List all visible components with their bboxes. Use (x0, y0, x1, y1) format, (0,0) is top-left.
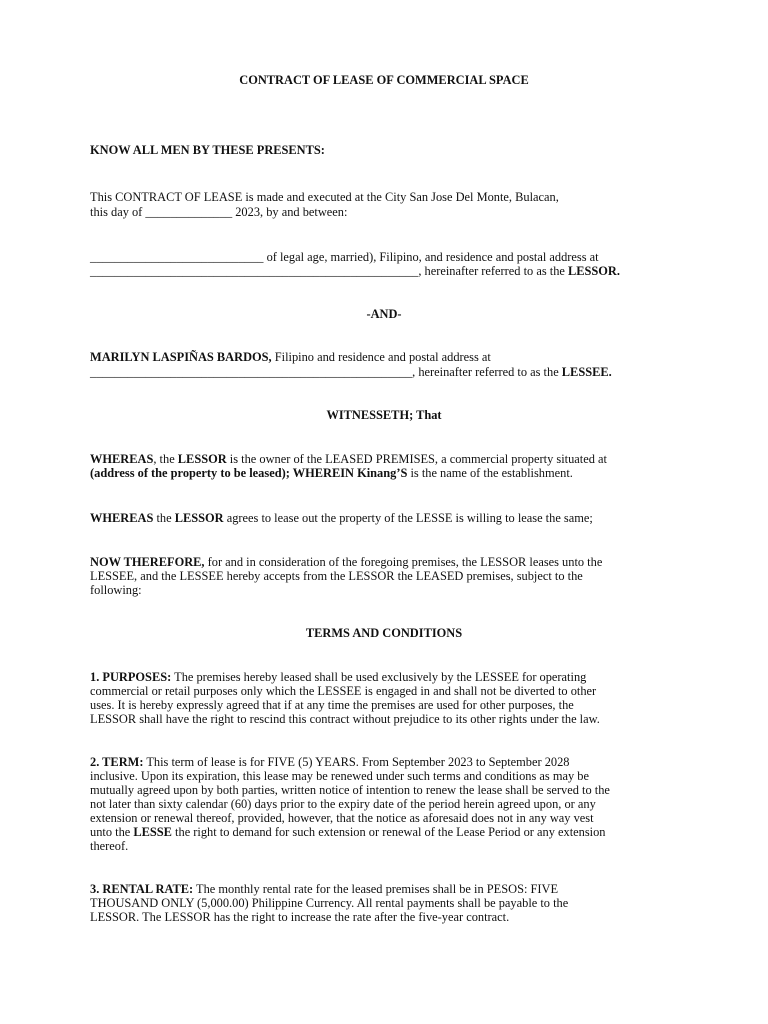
intro-line-2: this day of ______________ 2023, by and between: (90, 205, 348, 219)
term-1-line-1: 1. PURPOSES: The premises hereby leased shall be used exclusively by the LESSEE for operating (90, 670, 587, 684)
know-all-heading: KNOW ALL MEN BY THESE PRESENTS: (90, 143, 325, 157)
lessor-line-2: _____________________________________________________, hereinafter referred to as the LESSOR. (90, 264, 620, 278)
lessor-line-1: ____________________________ of legal age, married), Filipino, and residence and postal address at (90, 250, 599, 264)
term-2-line-7: thereof. (90, 839, 129, 853)
term-1-line-2: commercial or retail purposes only which the LESSEE is engaged in and shall not be diverted to other (90, 684, 597, 698)
term-2-line-6: unto the LESSE the right to demand for such extension or renewal of the Lease Period or any extension (90, 825, 606, 839)
intro-line-1: This CONTRACT OF LEASE is made and executed at the City San Jose Del Monte, Bulacan, (90, 190, 559, 204)
whereas-2-line: WHEREAS the LESSOR agrees to lease out the property of the LESSE is willing to lease the same; (90, 511, 593, 525)
now-therefore-line-1: NOW THEREFORE, for and in consideration of the foregoing premises, the LESSOR leases unto the (90, 555, 603, 569)
term-3-line-3: LESSOR. The LESSOR has the right to increase the rate after the five-year contract. (90, 910, 510, 924)
lessee-line-2: ____________________________________________________, hereinafter referred to as the LESSEE. (90, 365, 612, 379)
witnesseth-heading: WITNESSETH; That (326, 408, 442, 422)
term-1-line-4: LESSOR shall have the right to rescind this contract without prejudice to its other rights under the law. (90, 712, 600, 726)
lessee-line-1: MARILYN LASPIÑAS BARDOS, Filipino and residence and postal address at (90, 350, 491, 364)
term-2-line-2: inclusive. Upon its expiration, this lease may be renewed under such terms and conditions as may be (90, 769, 589, 783)
term-3-line-2: THOUSAND ONLY (5,000.00) Philippine Currency. All rental payments shall be payable to the (90, 896, 569, 910)
term-2-line-1: 2. TERM: This term of lease is for FIVE (5) YEARS. From September 2023 to September 2028 (90, 755, 570, 769)
and-divider: -AND- (366, 307, 402, 321)
contract-title: CONTRACT OF LEASE OF COMMERCIAL SPACE (239, 73, 529, 87)
term-3-line-1: 3. RENTAL RATE: The monthly rental rate for the leased premises shall be in PESOS: FIVE (90, 882, 559, 896)
term-1-line-3: uses. It is hereby expressly agreed that if at any time the premises are used for other purposes, the (90, 698, 574, 712)
whereas-1-line-1: WHEREAS, the LESSOR is the owner of the LEASED PREMISES, a commercial property situated at (90, 452, 607, 466)
now-therefore-line-2: LESSEE, and the LESSEE hereby accepts from the LESSOR the LEASED premises, subject to the (90, 569, 583, 583)
term-2-line-5: extension or renewal thereof, provided, however, that the notice as aforesaid does not in any way vest (90, 811, 594, 825)
whereas-1-line-2: (address of the property to be leased); WHEREIN Kinang’S is the name of the establishment. (90, 466, 573, 480)
terms-heading: TERMS AND CONDITIONS (305, 626, 463, 640)
term-2-line-3: mutually agreed upon by both parties, written notice of intention to renew the lease shall be served to the (90, 783, 610, 797)
now-therefore-line-3: following: (90, 583, 142, 597)
term-2-line-4: not later than sixty calendar (60) days prior to the expiry date of the period herein agreed upon, or any (90, 797, 596, 811)
